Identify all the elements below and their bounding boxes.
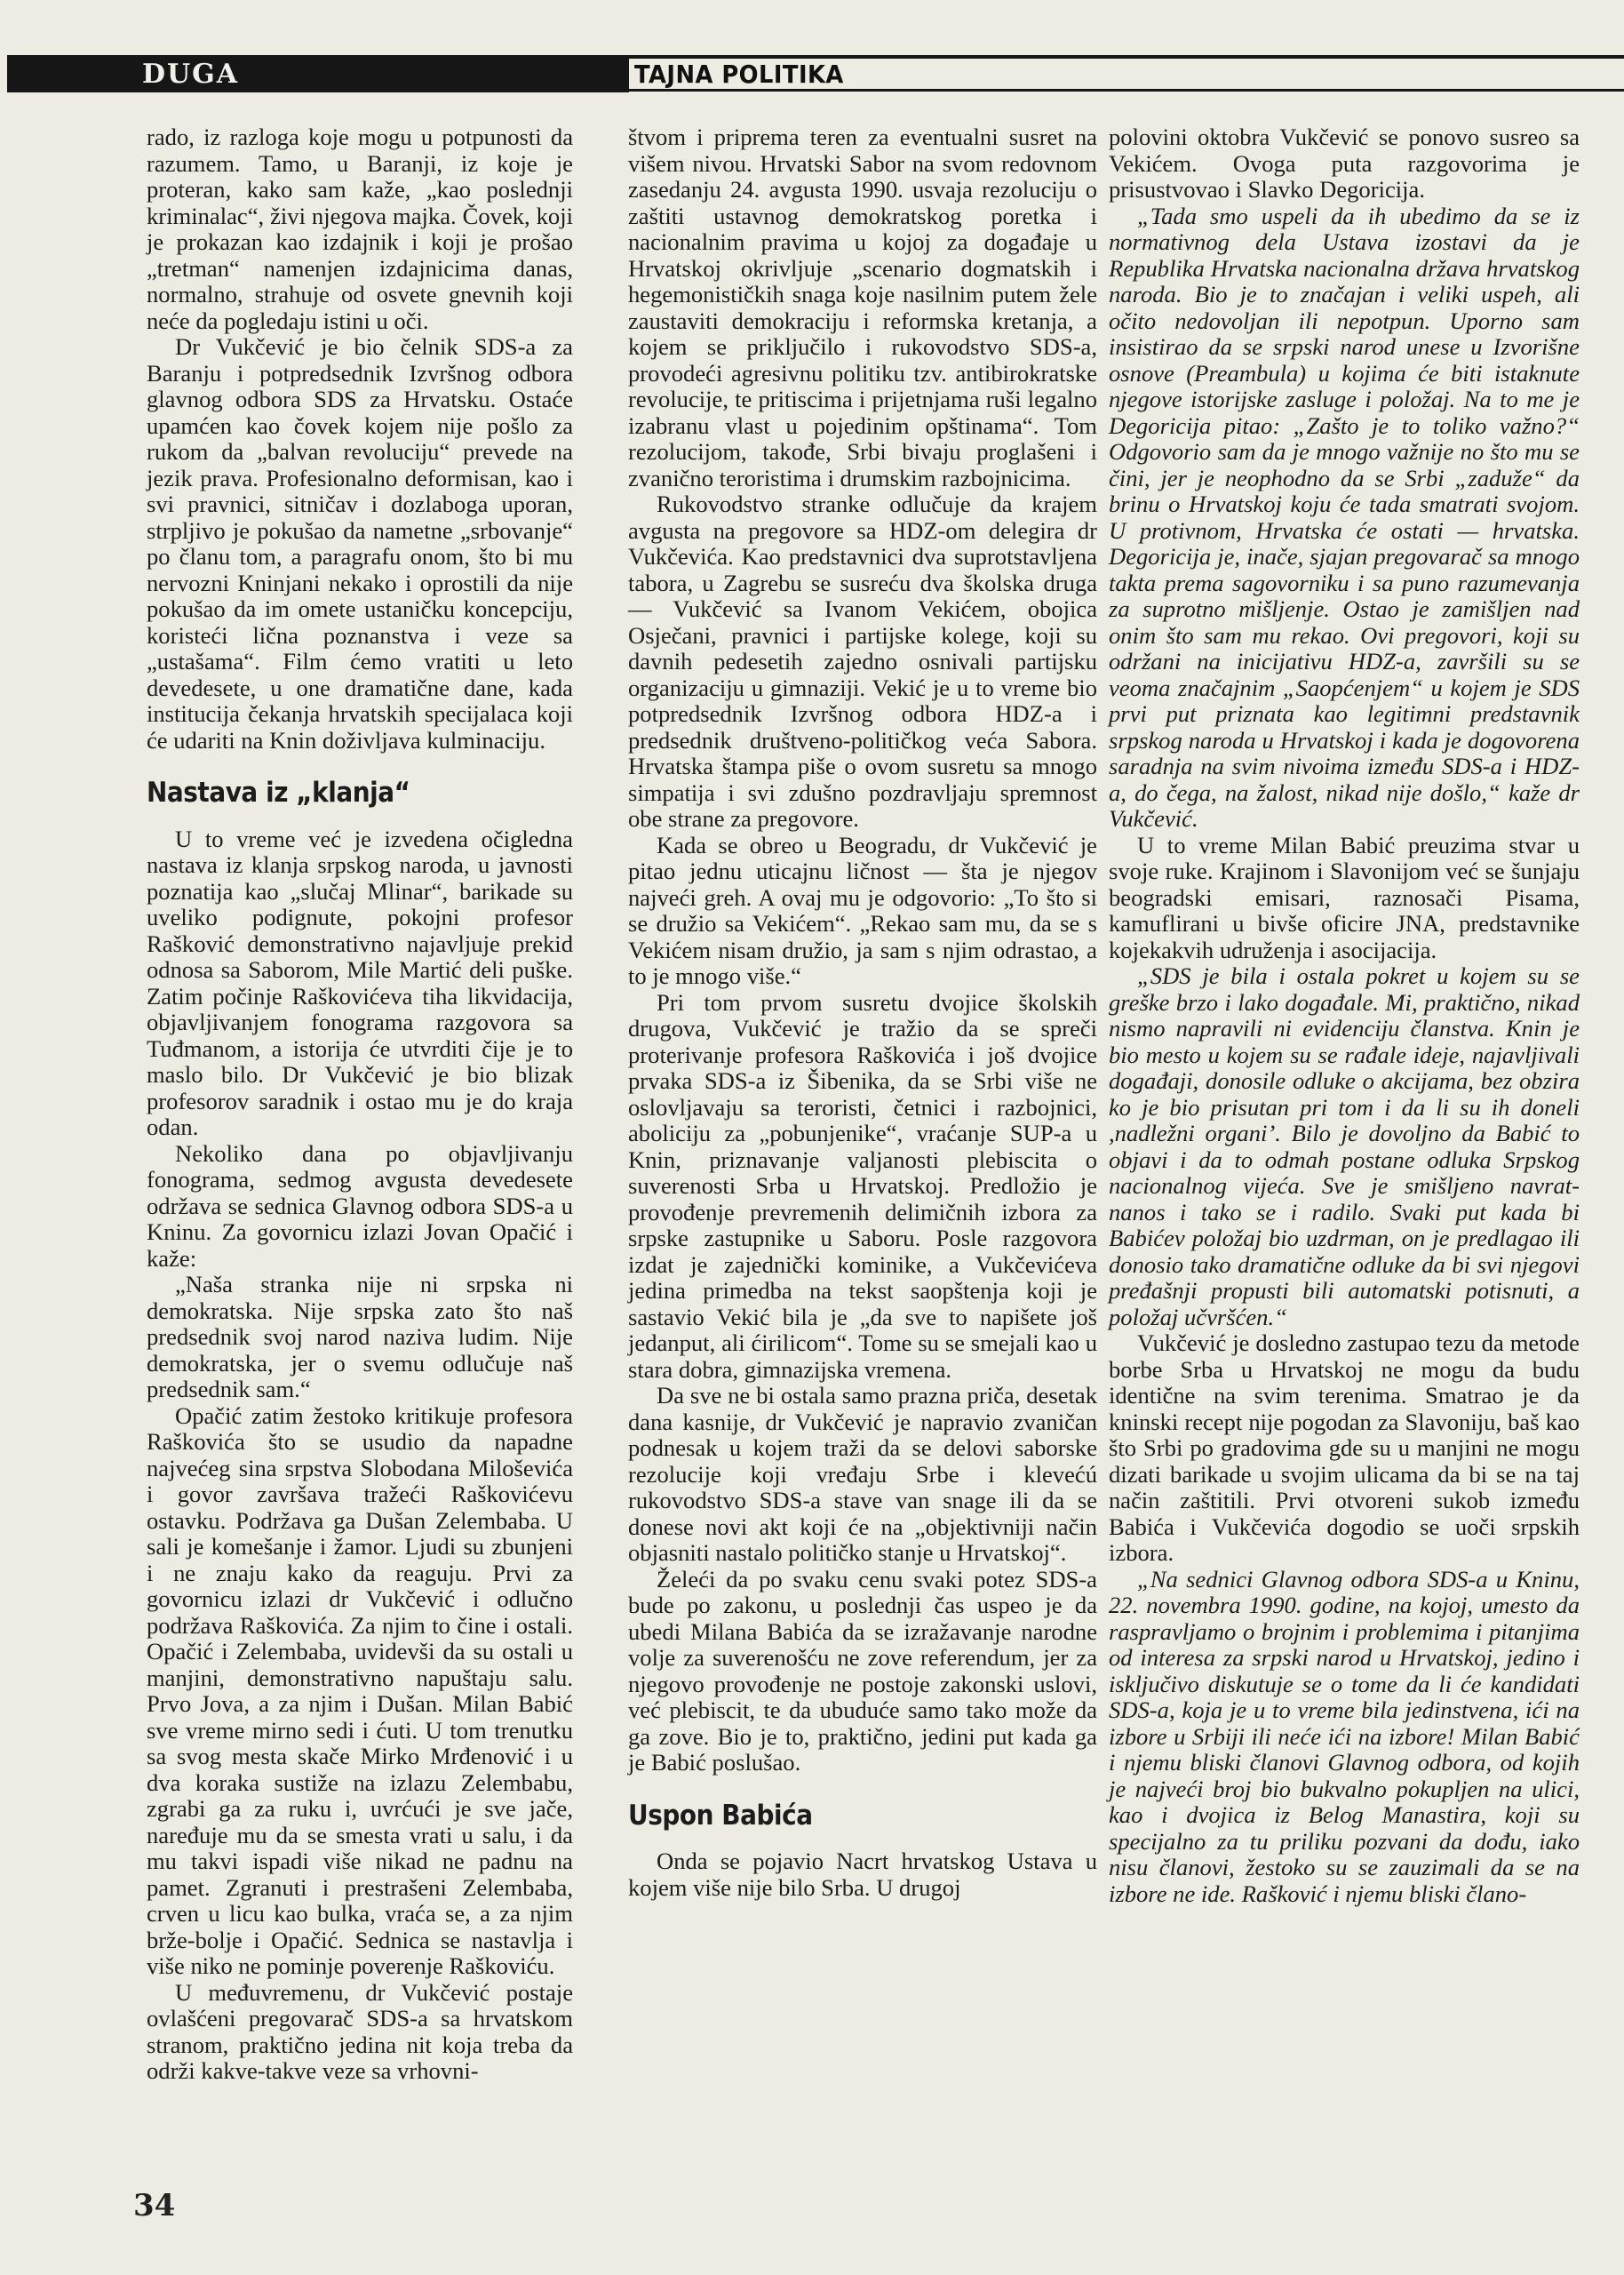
quote-paragraph: „Tada smo uspeli da ih ubedimo da se iz normativnog dela Ustava izostavi da je Republika Hrvatska nacionalna država hrvatskog naroda. Bio je to značajan i veliki uspeh, ali očito nedovoljan ili nepotpun. Uporno sam insistirao da se srpski narod unese u Izvorišne osnove (Preambula) u kojima će biti istaknute njegove istorijske zasluge i položaj. Na to me je Degoricija pitao: „Zašto je to toliko važno?“ Odgovorio sam da je mnogo važnije no što mu se čini, jer je neophodno da se Srbi „zaduže“ da brinu o Hrvatskoj koju će tada smatrati svojom. U protivnom, Hrvatska će ostati — hrvatska. Degoricija je, inače, sjajan pregovarač sa mnogo takta prema sagovorniku i sa puno razumevanja za suprotno mišljenje. Ostao je zamišljen nad onim što sam mu rekao. Ovi pregovori, koji su održani na inicijativu HDZ-a, završili su se veoma značajnim „Saopćenjem“ u kojem je SDS prvi put priznata kao legitimni predstavnik srpskog naroda u Hrvatskoj i kada je dogovorena saradnja na svim nivoima između SDS-a i HDZ-a, do čega, na žalost, nikad nije došlo,“ kaže dr Vukčević. bbox=[1109, 202, 1580, 832]
paragraph: Pri tom prvom susretu dvojice školskih drugova, Vukčević je tražio da se spreči proterivanje profesora Raškovića i još dvojice prvaka SDS-a iz Šibenika, da se Srbi više ne oslovljavaju sa teroristi, četnici i razbojnici, aboliciju za „pobunjenike“, vraćanje SUP-a u Knin, priznavanje valjanosti plebiscita o suverenosti Srba u Hrvatskoj. Predložio je provođenje prevremenih delimičnih izbora za srpske zastupnike u Saboru. Posle razgovora izdat je zajednički kominike, a Vukčevićeva jedina primedba na tekst saopštenja koji je sastavio Vekić bila je „da sve to napišete još jedanput, ali ćirilicom“. Tome su se smejali kao u stara dobra, gimnazijska vremena. bbox=[628, 988, 1097, 1383]
paragraph: Želeći da po svaku cenu svaki potez SDS-a bude po zakonu, u poslednji čas uspeo je da ubedi Milana Babića da se izražavanje narodne volje za suverenošću ne zove referendum, jer za njegovo provođenje ne postoje zakonski uslovi, već plebiscit, te da ubuduće samo tako može da ga zove. Bio je to, praktično, jedini put kada ga je Babić poslušao. bbox=[628, 1565, 1097, 1776]
text-column-3 bbox=[1109, 124, 1580, 1907]
paragraph: polovini oktobra Vukčević se ponovo susreo sa Vekićem. Ovoga puta razgovorima je prisustvovao i Slavko Degoricija. bbox=[1109, 124, 1580, 203]
header-top-rule bbox=[629, 55, 1624, 59]
subheading: Uspon Babića bbox=[628, 1799, 813, 1832]
paragraph: U to vreme već je izvedena očigledna nastava iz klanja srpskog naroda, u javnosti poznatija kao „slučaj Mlinar“, barikade su uveliko podignute, pokojni profesor Rašković demonstrativno najavljuje prekid odnosa sa Saborom, Mile Martić deli puške. Zatim počinje Raškovićeva tiha likvidacija, objavljivanjem fonograma razgovora sa Tuđmanom, a istorija će utvrditi čije je to maslo bilo. Dr Vukčević je bio blizak profesorov saradnik i ostao mu je do kraja odan. bbox=[147, 825, 573, 1140]
header-black-band bbox=[7, 55, 629, 92]
subheading: Nastava iz „klanja“ bbox=[147, 777, 410, 809]
paragraph: U međuvremenu, dr Vukčević postaje ovlašćeni pregovarač SDS-a sa hrvatskom stranom, praktično jedina nit koja treba da održi kakve-takve veze sa vrhovni- bbox=[147, 1978, 573, 2084]
paragraph: Rukovodstvo stranke odlučuje da krajem avgusta na pregovore sa HDZ-om delegira dr Vukčevića. Kao predstavnici dva suprotstavljena tabora, u Zagrebu se susreću dva školska druga — Vukčević sa Ivanom Vekićem, obojica Osječani, pravnici i partijske kolege, koji su davnih pedesetih zajedno osnivali partijsku organizaciju u gimnaziji. Vekić je u to vreme bio potpredsednik Izvršnog odbora HDZ-a i predsednik društveno-političkog veća Sabora. Hrvatska štampa piše o ovom susretu sa mnogo simpatija i svi zdušno pozdravljaju spremnost obe strane za pregovore. bbox=[628, 491, 1097, 832]
section-title: TAJNA POLITIKA bbox=[634, 60, 844, 89]
paragraph: Opačić zatim žestoko kritikuje profesora Raškovića što se usudio da napadne najvećeg sina srpstva Slobodana Miloševića i govor završava tražeći Raškovićevu ostavku. Podržava ga Dušan Zelembaba. U sali je komešanje i žamor. Ljudi su zbunjeni i ne znaju kako da reaguju. Prvi za govornicu izlazi dr Vukčević i odlučno podržava Raškovića. Za njim to čine i ostali. Opačić i Zelembaba, uvidevši da su ostali u manjini, demonstrativno napuštaju salu. Prvo Jova, a za njim i Dušan. Milan Babić sve vreme mirno sedi i ćuti. U tom trenutku sa svog mesta skače Mirko Mrđenović i u dva koraka sustiže na izlazu Zelembabu, zgrabi ga za ruku i, uvrćući je sve jače, naređuje mu da se smesta vrati u salu, i da mu takvi ispadi više nikad ne padnu na pamet. Zgranuti i prestrašeni Zelembaba, crven u licu kao bulka, vraća se, a za njim brže-bolje i Opačić. Sednica se nastavlja i više niko ne pominje poverenje Raškoviću. bbox=[147, 1401, 573, 1979]
page-number: 34 bbox=[133, 2188, 176, 2223]
paragraph: Kada se obreo u Beogradu, dr Vukčević je pitao jednu uticajnu ličnost — šta je njegov najveći greh. A ovaj mu je odgovorio: „To što si se družio sa Vekićem“. „Rekao sam mu, da se s Vekićem nisam družio, ja sam s njim odrastao, a to je mnogo više.“ bbox=[628, 831, 1097, 989]
page-header bbox=[7, 55, 1624, 92]
paragraph: Nekoliko dana po objavljivanju fonograma, sedmog avgusta devedesete održava se sednica Glavnog odbora SDS-a u Kninu. Za govornicu izlazi Jovan Opačić i kaže: bbox=[147, 1139, 573, 1272]
header-bottom-rule bbox=[629, 89, 1624, 92]
paragraph: Vukčević je dosledno zastupao tezu da metode borbe Srba u Hrvatskoj ne mogu da budu identične na svim terenima. Smatrao je da kninski recept nije pogodan za Slavoniju, baš kao što Srbi po gradovima gde su u manjini ne mogu dizati barikade u svojim ulicama da bi se na taj način zaštitili. Prvi otvoreni sukob između Babića i Vukčevića dogodio se uoči srpskih izbora. bbox=[1109, 1329, 1580, 1566]
quote-paragraph: „Naša stranka nije ni srpska ni demokratska. Nije srpska zato što naš predsednik svoj narod naziva ludim. Nije demokratska, jer o svemu odlučuje naš predsednik sam.“ bbox=[147, 1271, 573, 1402]
text-column-2 bbox=[628, 124, 1097, 1901]
text-column-1 bbox=[147, 124, 573, 2085]
paragraph: štvom i priprema teren za eventualni susret na višem nivou. Hrvatski Sabor na svom redovnom zasedanju 24. avgusta 1990. usvaja rezoluciju o zaštiti ustavnog demokratskog poretka i nacionalnim pravima u kojoj za događaje u Hrvatskoj okrivljuje „scenario dogmatskih i hegemonističkih snaga koje nasilnim putem žele zaustaviti demokraciju i reformska kretanja, a kojem se priključilo i rukovodstvo SDS-a, provodeći agresivnu politiku tzv. antibirokratske revolucije, te pritiscima i prijetnjama ruši legalno izabranu vlast u pojedinim opštinama“. Tom rezolucijom, takođe, Srbi bivaju proglašeni i zvanično teroristima i drumskim razbojnicima. bbox=[628, 124, 1097, 491]
paragraph: Dr Vukčević je bio čelnik SDS-a za Baranju i potpredsednik Izvršnog odbora glavnog odbora SDS za Hrvatsku. Ostaće upamćen kao čovek kojem nije pošlo za rukom da „balvan revoluciju“ prevede na jezik prava. Profesionalno deformisan, kao i svi pravnici, sitničav i dozlaboga uporan, strpljivo je pokušao da nametne „srbovanje“ po članu tom, a paragrafu onom, što bi mu nervozni Kninjani nekako i oprostili da nije pokušao da im omete ustaničku koncepciju, koristeći lična poznanstva i veze sa „ustašama“. Film ćemo vratiti u leto devedesete, u one dramatične dane, kada institucija čekanja hrvatskih specijalaca koji će udariti na Knin doživljava kulminaciju. bbox=[147, 333, 573, 754]
magazine-name: DUGA bbox=[142, 59, 240, 90]
paragraph: U to vreme Milan Babić preuzima stvar u svoje ruke. Krajinom i Slavonijom već se šunjaju beogradski emisari, raznosači Pisama, kamuflirani u bivše oficire JNA, predstavnike kojekakvih udruženja i asocijacija. bbox=[1109, 831, 1580, 963]
paragraph: rado, iz razloga koje mogu u potpunosti da razumem. Tamo, u Baranji, iz koje je proteran, kako sam kaže, „kao poslednji kriminalac“, živi njegova majka. Čovek, koji je prokazan kao izdajnik i koji je prošao „tretman“ namenjen izdajnicima danas, normalno, strahuje od osvete gnevnih koji neće da pogledaju istini u oči. bbox=[147, 124, 573, 334]
paragraph: Onda se pojavio Nacrt hrvatskog Ustava u kojem više nije bilo Srba. U drugoj bbox=[628, 1848, 1097, 1901]
quote-paragraph: „SDS je bila i ostala pokret u kojem su se greške brzo i lako događale. Mi, praktično, nikad nismo napravili ni evidenciju članstva. Knin je bio mesto u kojem su se rađale ideje, najavljivali događaji, donosile odluke o akcijama, bez obzira ko je bio prisutan pri tom i da li su ih doneli ,nadležni organi’. Bilo je dovoljno da Babić to objavi i da to odmah postane odluka Srpskog nacionalnog vijeća. Sve je smišljeno navrat-nanos i tako se i radilo. Svaki put kada bi Babićev položaj bio uzdrman, on je predlagao ili donosio tako dramatične odluke da bi svi njegovi pređašnji propusti bili automatski potisnuti, a položaj učvršćen.“ bbox=[1109, 962, 1580, 1330]
paragraph: Da sve ne bi ostala samo prazna priča, desetak dana kasnije, dr Vukčević je napravio zvaničan podnesak u kojem traži da se delovi saborske rezolucije koji vređaju Srbe i klevećú rukovodstvo SDS-a stave van snage ili da se donese novi akt koji će na „objektivniji način objasniti nastalo političko stanje u Hrvatskoj“. bbox=[628, 1382, 1097, 1566]
quote-paragraph: „Na sednici Glavnog odbora SDS-a u Kninu, 22. novembra 1990. godine, na kojoj, umesto da raspravljamo o brojnim i problemima i pitanjima od interesa za srpski narod u Hrvatskoj, jedino i isključivo diskutuje se o tome da li će kandidati SDS-a, koja je u to vreme bila jedinstvena, ići na izbore u Srbiji ili neće ići na izbore! Milan Babić i njemu bliski članovi Glavnog odbora, od kojih je najveći broj bio bukvalno pokupljen na ulici, kao i dvojica iz Belog Manastira, koji su specijalno za tu priliku pozvani da dođu, iako nisu članovi, žestoko su se zauzimali da se na izbore ne ide. Rašković i njemu bliski člano- bbox=[1109, 1565, 1580, 1907]
header-separator bbox=[617, 59, 622, 92]
